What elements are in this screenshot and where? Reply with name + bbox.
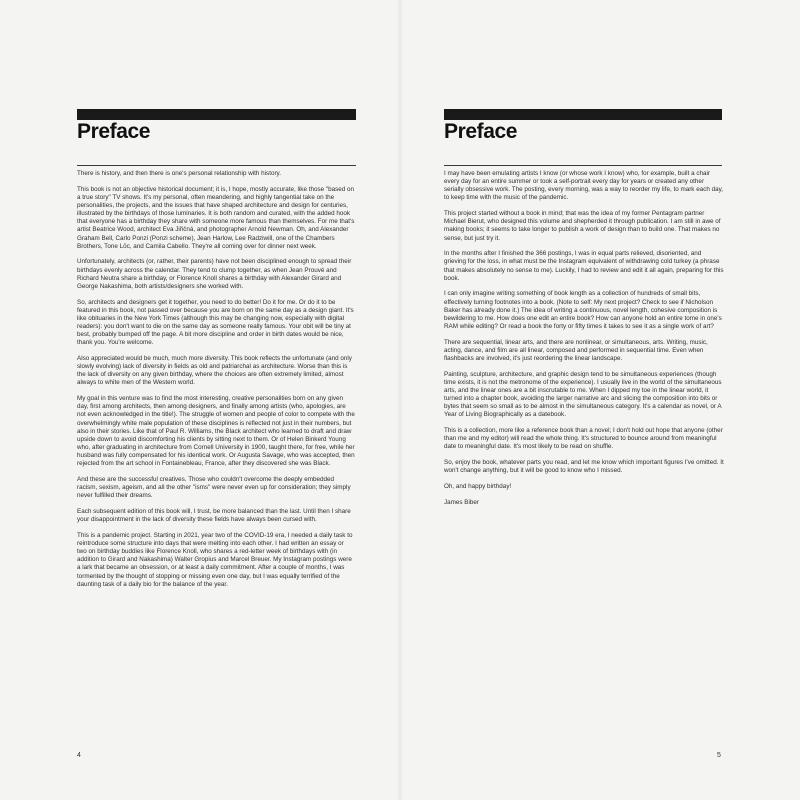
paragraph: I can only imagine writing something of book length as a collection of hundreds of small bits, effectively turning footnotes into a book. (Note to self: My next project? Check to see if Nicholson Baker has already done it.) The idea of writing a continuous, novel length, cohesive composition is bewildering to me. How does one edit an entire book? How can anyone hold an entire tome in one's RAM while editing? Or read a book the forty or fifty times it takes to see it as a single work of art?	[444, 290, 722, 330]
paragraph: So, architects and designers get it together, you need to do better! Do it for me. Or do it to be featured in this book, not passed over because you are born on the same day as a design giant. It's like obituaries in the New York Times (although this may be changing now, especially with digital readers): you don't want to die on the same day as someone really famous. Your obit will be tiny at best, probably bumped off the page. A bit more discipline and order in birth dates would be nice, thank you. You're welcome.	[77, 298, 354, 347]
paragraph: Painting, sculpture, architecture, and graphic design tend to be simultaneous experiences (though time exists, it is not the metronome of the experience). I usually live in the world of the simultaneous arts, and the linear ones are a bit inscrutable to me. When I dipped my toe in the linear world, it turned into a chapter book, avoiding the larger narrative arc and slicing the composition into bits or bytes that seem so small as to be almost in the simultaneous category. It's a calendar as novel, or A Year of Living Biographically as a datebook.	[444, 370, 722, 419]
paragraph: So, enjoy the book, whatever parts you read, and let me know which important figures I've omitted. It won't change anything, but it will be good to know who I missed.	[444, 459, 724, 475]
title-divider	[444, 165, 722, 166]
book-gutter	[397, 0, 403, 800]
paragraph: This project started without a book in mind; that was the idea of my former Pentagram partner Michael Bierut, who designed this volume and shepherded it through publication. I am still in awe of making books; it seems to take longer to publish a work of design than to build one. That makes no sense, but just try it.	[444, 210, 721, 242]
title-rule	[77, 109, 356, 120]
paragraph: This is a pandemic project. Starting in 2021, year two of the COVID-19 era, I needed a daily task to reintroduce some structure into days that were melting into each other. I had written an essay or two on birthday buddies like Florence Knoll, who shares a red-letter week of birthdays with (in addition to Girard and Nakashima) Walter Gropius and Marcel Breuer. My Instagram postings were a lark that became an obsession, or at least a daily commitment. After a couple of months, I was tormented by the thought of stopping or missing even one day, but I was equally terrified of the daunting task of a daily bio for the balance of the year.	[77, 531, 353, 588]
paragraph: Oh, and happy birthday!	[444, 482, 512, 490]
paragraph: Each subsequent edition of this book will, I trust, be more balanced than the last. Until then I share your disappointment in the lack of diversity these fields have always been cursed with.	[77, 507, 351, 524]
paragraph: Unfortunately, architects (or, rather, their parents) have not been disciplined enough to spread their birthdays evenly across the calendar. They tend to clump together, as when Jean Prouvé and Richard Neutra share a birthday, or Florence Knoll shares a birthday with Alexander Girard and George Nakashima, both artists/designers she worked with.	[77, 258, 352, 290]
paragraph: This is a collection, more like a reference book than a novel; I don't hold out hope that anyone (other than me and my editor) will read the whole thing. It's structured to bounce around from meaningful date to meaningful date. It's most likely to be read on shuffle.	[444, 427, 723, 451]
body-text	[444, 170, 724, 514]
page-number: 5	[717, 752, 721, 759]
paragraph: There is history, and then there is one's personal relationship with history.	[77, 170, 281, 177]
right-page	[400, 0, 800, 800]
paragraph: Also appreciated would be much, much more diversity. This book reflects the unfortunate (and only slowly evolving) lack of diversity in fields as old and patriarchal as architecture. Worse than this is the lack of diversity on any given birthday, where the choices are often extremely limited, almost always to white men of the Western world.	[77, 354, 352, 387]
body-text	[77, 170, 355, 596]
signature: James Biber	[444, 498, 479, 506]
paragraph: In the months after I finished the 366 postings, I was in equal parts relieved, disoriented, and grieving for the loss, in what must be the Instagram equivalent of withdrawing cold turkey (a phrase that makes absolutely no sense to me). Luckily, I had to review and edit it all again, preparing for this book.	[444, 250, 724, 282]
paragraph: And these are the successful creatives. Those who couldn't overcome the deeply embedded racism, sexism, ageism, and all the other "isms" were never even up for consideration; they simply never fulfilled their dreams.	[77, 476, 351, 500]
paragraph: I may have been emulating artists I know (or whose work I know) who, for example, built a chair every day for an entire summer or took a self-portrait every day for years or created any other serially obsessive work. The posting, every morning, was a way to reorder my life, to mark each day, to keep time with the music of the pandemic.	[444, 170, 724, 202]
page-number: 4	[77, 752, 81, 759]
title-rule	[444, 109, 722, 120]
paragraph: My goal in this venture was to find the most interesting, creative personalities born on any given day, first among architects, then among designers, and finally among artists (who, apologies, are not even acknowledged in the title!). The struggle of women and people of color to compete with the overwhelmingly white male population of these disciplines is reflected not just in their numbers, but also in their stories. Like that of Paul R. Williams, the Black architect who learned to draft and draw upside down to avoid discomforting his clients by sitting next to them. Or of Helen Binkerd Young who, after graduating in architecture from Cornell University in 1900, taught there, for free, while her husband was fully compensated for his identical work. Or Augusta Savage, who was accepted, then rejected from the art school in Fontainebleau, France, after they discovered she was Black.	[77, 395, 355, 468]
paragraph: This book is not an objective historical document; it is, I hope, mostly accurate, like those "based on a true story" TV shows. It's my personal, often meandering, and highly tangential take on the personalities, the projects, and the issues that have shaped architecture and design for centuries, illustrated by the birthdays of those luminaries. It is both random and curated, with the added hook that everyone has a birthday they share with someone more famous than themselves. For me that's artist Beatrice Wood, architect Eva Jiřičná, and photographer Arnold Newman. Oh, and Alexander Graham Bell, Carlo Ponzi (Ponzi scheme), Jean Harlow, Lee Radziwill, one of the Chambers Brothers, Tone Lōc, and Camila Cabello. They're all coming over for dinner next week.	[77, 185, 355, 250]
title-divider	[77, 165, 356, 166]
page-title: Preface	[77, 120, 151, 143]
paragraph: There are sequential, linear arts, and there are nonlinear, or simultaneous, arts. Writing, music, acting, dance, and film are all linear, composed and performed in sequential time. Even when flashbacks are involved, it's just reordering the linear landscape.	[444, 338, 708, 362]
page-title: Preface	[444, 120, 518, 143]
